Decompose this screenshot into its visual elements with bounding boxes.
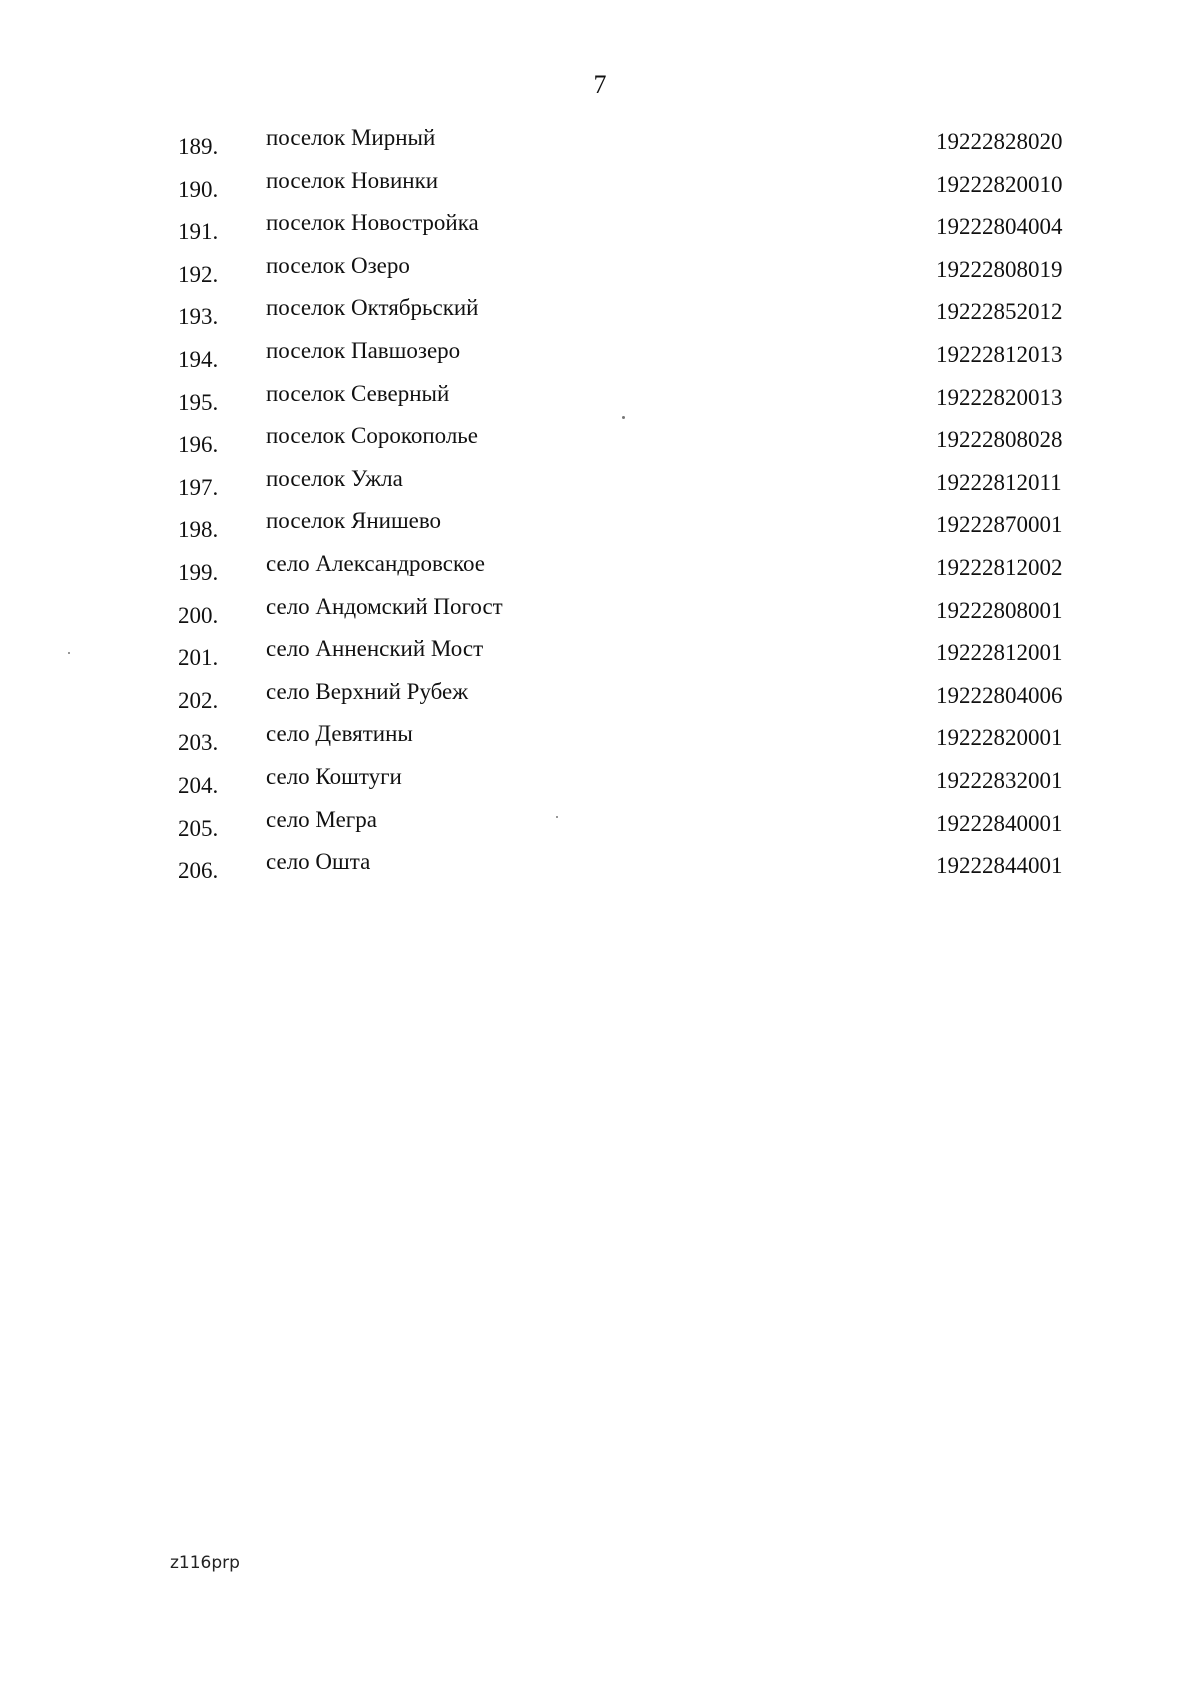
list-row bbox=[0, 763, 1200, 806]
list-row bbox=[0, 678, 1200, 721]
page-number: 7 bbox=[593, 70, 607, 99]
settlement-name: поселок Ужла bbox=[266, 465, 403, 491]
settlement-name: село Александровское bbox=[266, 550, 485, 576]
list-row bbox=[0, 635, 1200, 678]
settlement-code: 19222808019 bbox=[936, 256, 1063, 282]
settlement-name: поселок Мирный bbox=[266, 125, 436, 150]
settlement-name: село Мегра bbox=[266, 806, 377, 832]
list-row bbox=[0, 209, 1200, 252]
row-number: 206. bbox=[178, 858, 219, 884]
row-number: 191. bbox=[178, 219, 219, 245]
row-number: 204. bbox=[178, 772, 219, 798]
list-row bbox=[0, 720, 1200, 763]
settlement-name: поселок Октябрьский bbox=[266, 295, 479, 321]
list-row bbox=[0, 337, 1200, 380]
row-number: 197. bbox=[178, 474, 219, 500]
row-number: 202. bbox=[178, 687, 219, 713]
scan-speck bbox=[622, 416, 625, 419]
row-number: 194. bbox=[178, 346, 219, 372]
settlement-code: 19222840001 bbox=[936, 810, 1063, 836]
settlement-code: 19222804006 bbox=[936, 682, 1063, 708]
settlement-name: поселок Новостройка bbox=[266, 210, 479, 236]
settlement-list bbox=[0, 124, 1200, 891]
row-number: 200. bbox=[178, 602, 219, 628]
row-number: 193. bbox=[178, 304, 219, 330]
list-row bbox=[0, 465, 1200, 508]
settlement-name: село Верхний Рубеж bbox=[266, 678, 469, 704]
row-number: 199. bbox=[178, 559, 219, 585]
settlement-code: 19222870001 bbox=[936, 512, 1063, 538]
list-row bbox=[0, 848, 1200, 891]
settlement-code: 19222812001 bbox=[936, 640, 1063, 666]
list-row bbox=[0, 294, 1200, 337]
row-number: 205. bbox=[178, 815, 219, 841]
list-row bbox=[0, 422, 1200, 465]
settlement-name: поселок Янишево bbox=[266, 508, 442, 534]
row-number: 203. bbox=[178, 730, 219, 756]
list-row bbox=[0, 252, 1200, 295]
settlement-code: 19222820001 bbox=[936, 725, 1063, 751]
settlement-code: 19222820013 bbox=[936, 384, 1063, 410]
row-number: 198. bbox=[178, 517, 219, 543]
row-number: 189. bbox=[178, 134, 219, 159]
list-row bbox=[0, 124, 1200, 167]
list-row bbox=[0, 550, 1200, 593]
settlement-name: село Коштуги bbox=[266, 763, 402, 789]
settlement-name: село Ошта bbox=[266, 849, 371, 875]
settlement-name: поселок Северный bbox=[266, 380, 450, 406]
document-code: z116prp bbox=[170, 1553, 240, 1573]
settlement-code: 19222832001 bbox=[936, 767, 1063, 793]
settlement-name: село Андомский Погост bbox=[266, 593, 503, 619]
settlement-code: 19222812002 bbox=[936, 554, 1063, 580]
list-row bbox=[0, 806, 1200, 849]
settlement-code: 19222812013 bbox=[936, 341, 1063, 367]
settlement-name: поселок Новинки bbox=[266, 167, 439, 193]
settlement-code: 19222804004 bbox=[936, 214, 1063, 240]
row-number: 190. bbox=[178, 176, 219, 202]
settlement-code: 19222852012 bbox=[936, 299, 1063, 325]
row-number: 201. bbox=[178, 645, 219, 671]
settlement-name: село Девятины bbox=[266, 721, 413, 747]
list-row bbox=[0, 507, 1200, 550]
settlement-code: 19222820010 bbox=[936, 171, 1063, 197]
scan-speck bbox=[68, 652, 70, 654]
settlement-name: поселок Павшозеро bbox=[266, 337, 461, 363]
settlement-code: 19222828020 bbox=[936, 129, 1063, 154]
scan-speck bbox=[556, 816, 558, 818]
list-row bbox=[0, 167, 1200, 210]
settlement-name: поселок Озеро bbox=[266, 252, 410, 278]
settlement-name: село Анненский Мост bbox=[266, 636, 484, 662]
settlement-code: 19222808001 bbox=[936, 597, 1063, 623]
row-number: 196. bbox=[178, 432, 219, 458]
settlement-code: 19222808028 bbox=[936, 427, 1063, 453]
list-row bbox=[0, 593, 1200, 636]
row-number: 192. bbox=[178, 261, 219, 287]
settlement-name: поселок Сорокополье bbox=[266, 423, 479, 449]
row-number: 195. bbox=[178, 389, 219, 415]
settlement-code: 19222844001 bbox=[936, 853, 1063, 879]
settlement-code: 19222812011 bbox=[936, 469, 1062, 495]
list-row bbox=[0, 380, 1200, 423]
